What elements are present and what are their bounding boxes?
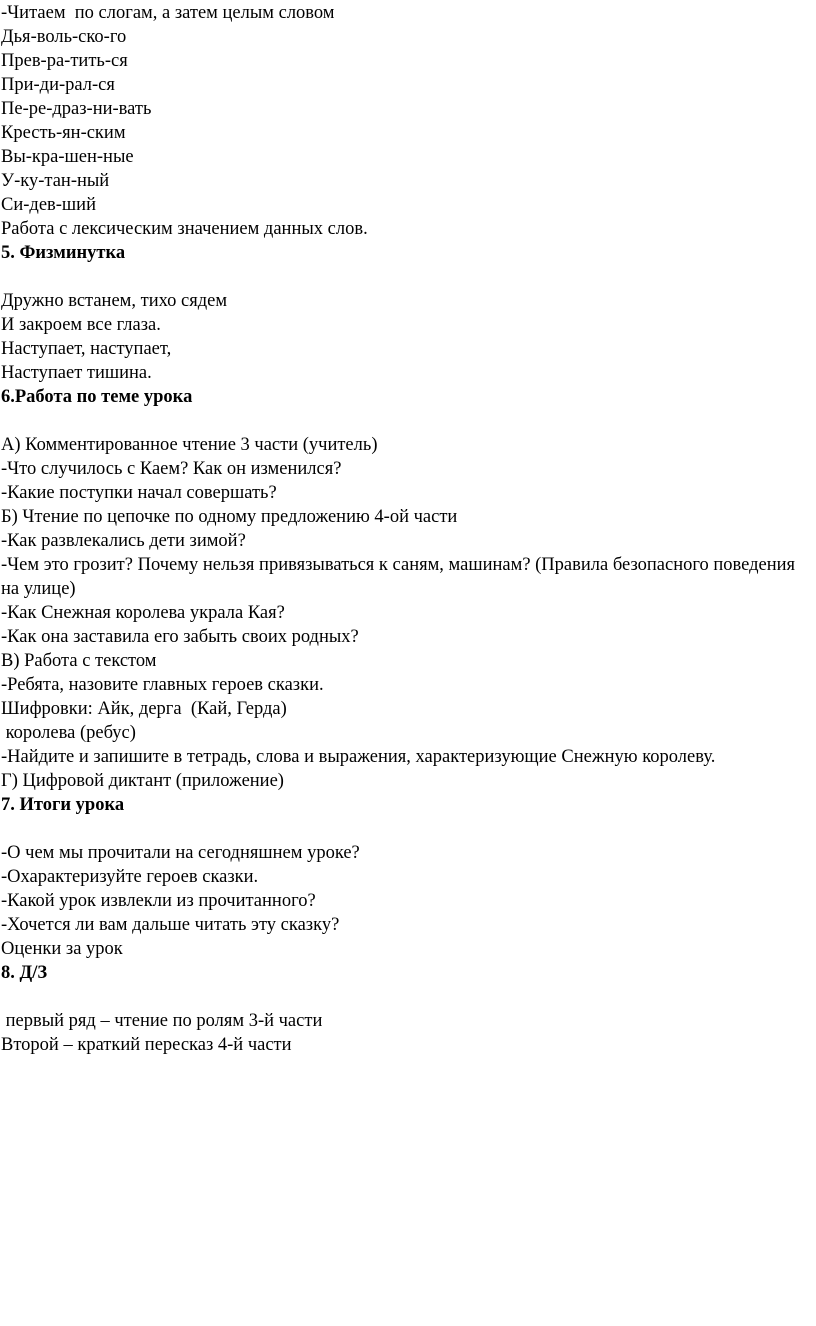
section-heading: 8. Д/З: [1, 963, 48, 983]
syllable-word: Си-дев-ший: [1, 195, 96, 215]
section-6: [1, 385, 816, 793]
syllable-word: Кресть-ян-ским: [1, 123, 126, 143]
text-line: первый ряд – чтение по ролям 3-й части: [1, 1011, 323, 1031]
syllable-word: Пе-ре-драз-ни-вать: [1, 99, 152, 119]
text-line: В) Работа с текстом: [1, 651, 157, 671]
text-line: -Ребята, назовите главных героев сказки.: [1, 675, 324, 695]
section-5: [1, 241, 816, 385]
text-line: Б) Чтение по цепочке по одному предложению 4-ой части: [1, 507, 458, 527]
poem-line: Наступает, наступает,: [1, 339, 172, 359]
text-line: -Как развлекались дети зимой?: [1, 531, 246, 551]
text-line: -Хочется ли вам дальше читать эту сказку?: [1, 915, 340, 935]
syllable-word: Прев-ра-тить-ся: [1, 51, 128, 71]
poem-line: Дружно встанем, тихо сядем: [1, 291, 228, 311]
syllable-word: Вы-кра-шен-ные: [1, 147, 134, 167]
blank-line: [1, 409, 816, 433]
text-line: -О чем мы прочитали на сегодняшнем уроке?: [1, 843, 360, 863]
text-line: -Чем это грозит? Почему нельзя привязываться к саням, машинам? (Правила безопасного поведения на улице): [1, 555, 800, 599]
section-heading: 5. Физминутка: [1, 243, 126, 263]
section-heading: 6.Работа по теме урока: [1, 387, 193, 407]
text-line: -Как Снежная королева украла Кая?: [1, 603, 285, 623]
blank-line: [1, 817, 816, 841]
blank-line: [1, 265, 816, 289]
syllable-word: У-ку-тан-ный: [1, 171, 110, 191]
section-8: [1, 961, 816, 1057]
syllable-intro: -Читаем по слогам, а затем целым словом: [1, 3, 335, 23]
text-line: Второй – краткий пересказ 4-й части: [1, 1035, 292, 1055]
text-line: -Какой урок извлекли из прочитанного?: [1, 891, 316, 911]
syllable-word: При-ди-рал-ся: [1, 75, 115, 95]
syllable-section: [1, 1, 816, 241]
section-7: [1, 793, 816, 961]
blank-line: [1, 985, 816, 1009]
text-line: Г) Цифровой диктант (приложение): [1, 771, 284, 791]
text-line: королева (ребус): [1, 723, 136, 743]
text-line: Оценки за урок: [1, 939, 123, 959]
poem-line: И закроем все глаза.: [1, 315, 161, 335]
text-line: А) Комментированное чтение 3 части (учитель): [1, 435, 378, 455]
syllable-word: Дья-воль-ско-го: [1, 27, 127, 47]
section-heading: 7. Итоги урока: [1, 795, 125, 815]
syllable-note: Работа с лексическим значением данных слов.: [1, 219, 368, 239]
text-line: Шифровки: Айк, дерга (Кай, Герда): [1, 699, 287, 719]
poem-line: Наступает тишина.: [1, 363, 152, 383]
text-line: -Что случилось с Каем? Как он изменился?: [1, 459, 342, 479]
text-line: -Какие поступки начал совершать?: [1, 483, 277, 503]
text-line: -Как она заставила его забыть своих родных?: [1, 627, 359, 647]
text-line: -Охарактеризуйте героев сказки.: [1, 867, 259, 887]
text-line: -Найдите и запишите в тетрадь, слова и выражения, характеризующие Снежную королеву.: [1, 747, 716, 767]
